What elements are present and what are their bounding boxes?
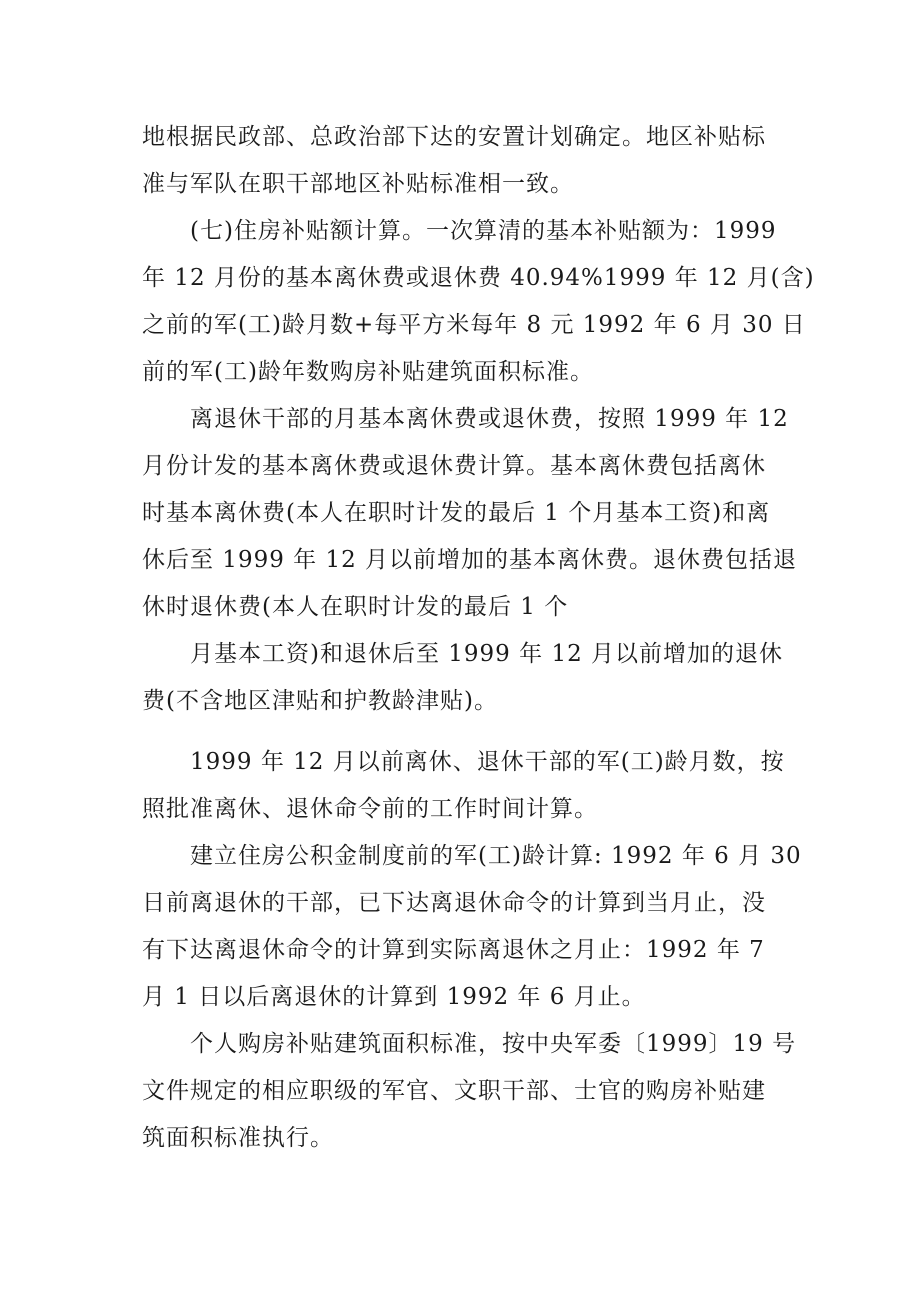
text-line: 时基本离休费(本人在职时计发的最后 1 个月基本工资)和离 [142,500,771,526]
text-line: (七)住房补贴额计算。一次算清的基本补贴额为：1999 [190,218,777,244]
text-line: 休后至 1999 年 12 月以前增加的基本离休费。退休费包括退 [142,547,798,573]
text-line: 有下达离退休命令的计算到实际离退休之月止：1992 年 7 [142,937,765,963]
text-line: 准与军队在职干部地区补贴标准相一致。 [142,171,574,197]
paragraph-service-months [142,739,785,833]
text-line: 离退休干部的月基本离休费或退休费，按照 1999 年 12 [190,406,789,432]
text-line: 之前的军(工)龄月数+每平方米每年 8 元 1992 年 6 月 30 日 [142,312,806,338]
text-line: 照批准离休、退休命令前的工作时间计算。 [142,796,598,822]
paragraph-housing-subsidy-calculation [142,208,815,396]
text-line: 1999 年 12 月以前离休、退休干部的军(工)龄月数，按 [190,749,785,775]
paragraph-retirement-pay-continued [142,631,782,725]
text-line: 月基本工资)和退休后至 1999 年 12 月以前增加的退休 [190,641,784,667]
text-line: 地根据民政部、总政治部下达的安置计划确定。地区补贴标 [142,124,766,150]
paragraph-resettlement-subsidy [142,114,782,208]
text-line: 前的军(工)龄年数购房补贴建筑面积标准。 [142,359,594,385]
text-line: 文件规定的相应职级的军官、文职干部、士官的购房补贴建 [142,1078,766,1104]
text-line: 个人购房补贴建筑面积标准，按中央军委〔1999〕19 号 [190,1031,797,1057]
text-line: 休时退休费(本人在职时计发的最后 1 个 [142,594,569,620]
text-line: 日前离退休的干部，已下达离退休命令的计算到当月止，没 [142,890,766,916]
paragraph-monthly-retirement-pay [142,396,798,631]
text-line: 筑面积标准执行。 [142,1125,334,1151]
text-line: 月份计发的基本离休费或退休费计算。基本离休费包括离休 [142,453,766,479]
paragraph-floor-area-standard [142,1021,797,1162]
text-line: 建立住房公积金制度前的军(工)龄计算: 1992 年 6 月 30 [190,843,802,869]
text-line: 月 1 日以后离退休的计算到 1992 年 6 月止。 [142,984,646,1010]
text-line: 费(不含地区津贴和护教龄津贴)。 [142,688,498,714]
paragraph-service-years-before-fund [142,833,802,1021]
text-line: 年 12 月份的基本离休费或退休费 40.94%1999 年 12 月(含) [142,265,815,291]
